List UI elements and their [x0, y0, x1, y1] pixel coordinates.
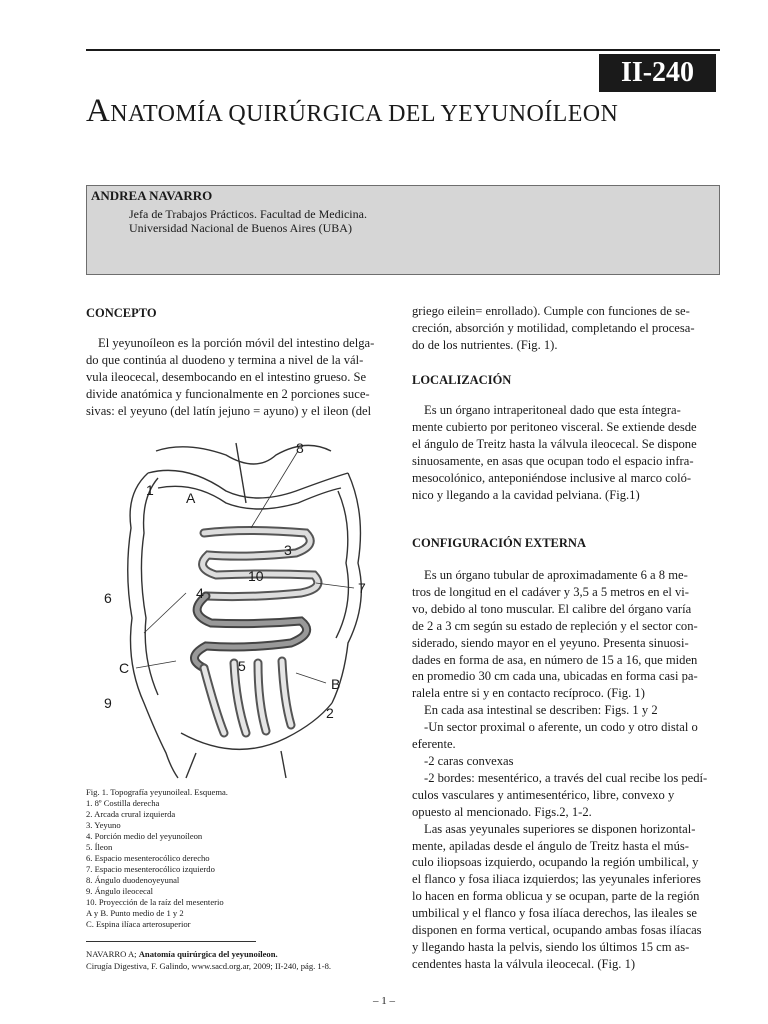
concepto-continuation: [412, 303, 718, 354]
caption-line: A y B. Punto medio de 1 y 2: [86, 908, 184, 918]
figure-label: 4: [196, 585, 204, 601]
text-line: culos vasculares y antimesentérico, libre, convexo y: [412, 787, 675, 802]
page-number: – 1 –: [373, 995, 395, 1007]
text-line: -2 bordes: mesentérico, a través del cual recibe los pedí-: [424, 770, 708, 785]
text-line: dades en forma de asa, en número de 15 a 16, que miden: [412, 652, 698, 667]
concepto-heading: CONCEPTO: [86, 306, 157, 320]
figure-label: 9: [104, 695, 112, 711]
author-box: [86, 185, 720, 275]
figure-label: 10: [248, 568, 264, 584]
text-line: sinuosamente, en asas que ocupan todo el espacio infra-: [412, 453, 694, 468]
author-affiliation-1: Jefa de Trabajos Prácticos. Facultad de Medicina.: [129, 207, 367, 221]
text-line: do que continúa al duodeno y termina a nivel de la vál-: [86, 352, 364, 367]
text-line: El yeyunoíleon es la porción móvil del intestino delga-: [98, 336, 375, 350]
text-line: mesocolónico, anteponiéndose inclusive al marco coló-: [412, 470, 692, 485]
text-line: mente, apiladas desde el ángulo de Treitz hasta el mús-: [412, 838, 689, 853]
concepto-body: [86, 335, 388, 420]
caption-line: Fig. 1. Topografía yeyunoileal. Esquema.: [86, 787, 228, 797]
text-line: -Un sector proximal o aferente, un codo y otro distal o: [424, 720, 698, 735]
title-rest: NATOMÍA QUIRÚRGICA DEL YEYUNOÍLEON: [110, 101, 619, 127]
config-body: [412, 567, 718, 973]
text-line: Las asas yeyunales superiores se disponen horizontal-: [424, 821, 696, 836]
author-name: ANDREA NAVARRO: [91, 188, 213, 203]
caption-line: 4. Porción medio del yeyunoíleon: [86, 831, 203, 841]
caption-line: 3. Yeyuno: [86, 820, 121, 830]
text-line: y llegando hasta la pelvis, siendo los últimos 15 cm as-: [412, 939, 690, 954]
text-line: de 2 a 3 cm según su estado de repleción y el sector con-: [412, 618, 698, 633]
caption-line: C. Espina ilíaca arterosuperior: [86, 919, 191, 929]
text-line: creción, absorción y motilidad, completando el procesa-: [412, 320, 695, 335]
text-line: en promedio 30 cm cada una, ubicadas en forma casi pa-: [412, 669, 698, 684]
figure-label: 6: [104, 590, 112, 606]
localizacion-heading: LOCALIZACIÓN: [412, 373, 512, 387]
text-line: divide anatómica y funcionalmente en 2 porciones suce-: [86, 386, 370, 401]
top-rule: [86, 49, 720, 51]
text-line: cendentes hasta la válvula ileocecal. (Fig. 1): [412, 956, 636, 971]
figure-label: A: [186, 490, 196, 506]
caption-line: 8. Ángulo duodenoyeyunal: [86, 875, 180, 885]
text-line: nico y llegando a la cavidad pelviana. (Fig.1): [412, 487, 640, 502]
text-line: culo iliopsoas izquierdo, ocupando la región umbilical, y: [412, 855, 699, 870]
config-heading: CONFIGURACIÓN EXTERNA: [412, 536, 586, 550]
text-line: En cada asa intestinal se describen: Figs. 1 y 2: [424, 703, 658, 718]
text-line: disponen en forma vertical, ocupando ambas fosas ilíacas: [412, 923, 702, 938]
citation-prefix: NAVARRO A;: [86, 949, 139, 959]
caption-line: 1. 8º Costilla derecha: [86, 798, 160, 808]
text-line: tros de longitud en el cadáver y 3,5 a 5 metros en el vi-: [412, 584, 689, 599]
text-line: el flanco y fosa iliaca izquierdos; las yeyunales inferiores: [412, 872, 701, 887]
citation: [86, 948, 386, 972]
text-line: lo hacen en forma oblicua y se ocupan, parte de la región: [412, 889, 700, 904]
concepto-section: [86, 305, 388, 322]
figure-label: 5: [238, 658, 246, 674]
caption-line: 9. Ángulo ileocecal: [86, 886, 154, 896]
citation-rule: [86, 941, 256, 942]
citation-source: Cirugía Digestiva, F. Galindo, www.sacd.org.ar, 2009; II-240, pág. 1-8.: [86, 961, 332, 971]
caption-line: 5. Íleon: [86, 842, 113, 852]
text-line: Es un órgano tubular de aproximadamente 6 a 8 me-: [424, 568, 688, 582]
figure-caption: [86, 787, 386, 930]
figure-label: 7: [358, 580, 366, 596]
caption-line: 7. Espacio mesenterocólico izquierdo: [86, 864, 215, 874]
text-line: mente cubierto por peritoneo visceral. Se extiende desde: [412, 419, 697, 434]
figure-label: B: [331, 676, 341, 692]
figure-label: 3: [284, 542, 292, 558]
chapter-code: II-240: [599, 54, 716, 92]
author-affiliation-2: Universidad Nacional de Buenos Aires (UBA): [129, 221, 352, 235]
figure-label: 1: [146, 482, 154, 498]
text-line: vo, debido al tono muscular. El calibre del órgano varía: [412, 601, 692, 616]
text-line: Es un órgano intraperitoneal dado que esta íntegra-: [424, 403, 681, 417]
figure-label: C: [119, 660, 130, 676]
citation-title: Anatomía quirúrgica del yeyunoíleon.: [138, 949, 278, 959]
localizacion-section: [412, 372, 718, 389]
anatomy-figure: [86, 433, 386, 780]
text-line: griego eilein= enrollado). Cumple con funciones de se-: [412, 304, 690, 318]
text-line: sivas: el yeyuno (del latín jejuno = ayuno) y el ileon (del: [86, 403, 372, 418]
caption-line: 2. Arcada crural izquierda: [86, 809, 176, 819]
text-line: vula ileocecal, desembocando en el intestino grueso. Se: [86, 369, 367, 384]
text-line: ralela entre si y en contacto recíproco. (Fig. 1): [412, 686, 645, 701]
text-line: opuesto al mencionado. Figs.2, 1-2.: [412, 804, 592, 819]
text-line: umbilical y el flanco y fosa ilíaca derechos, las ileales se: [412, 906, 697, 921]
text-line: siderado, siendo mayor en el yeyuno. Presenta sinuosi-: [412, 635, 689, 650]
config-section: [412, 535, 718, 552]
caption-line: 6. Espacio mesenterocólico derecho: [86, 853, 210, 863]
text-line: eferente.: [412, 737, 456, 752]
title-initial: A: [86, 93, 111, 129]
text-line: -2 caras convexas: [424, 753, 514, 768]
text-line: el ángulo de Treitz hasta la válvula ileocecal. Se dispone: [412, 436, 697, 451]
caption-line: 10. Proyección de la raíz del mesenterio: [86, 897, 224, 907]
text-line: do de los nutrientes. (Fig. 1).: [412, 337, 558, 352]
localizacion-body: [412, 402, 718, 503]
page-title: [86, 93, 706, 130]
figure-label: 8: [296, 440, 304, 456]
figure-label: 2: [326, 705, 334, 721]
